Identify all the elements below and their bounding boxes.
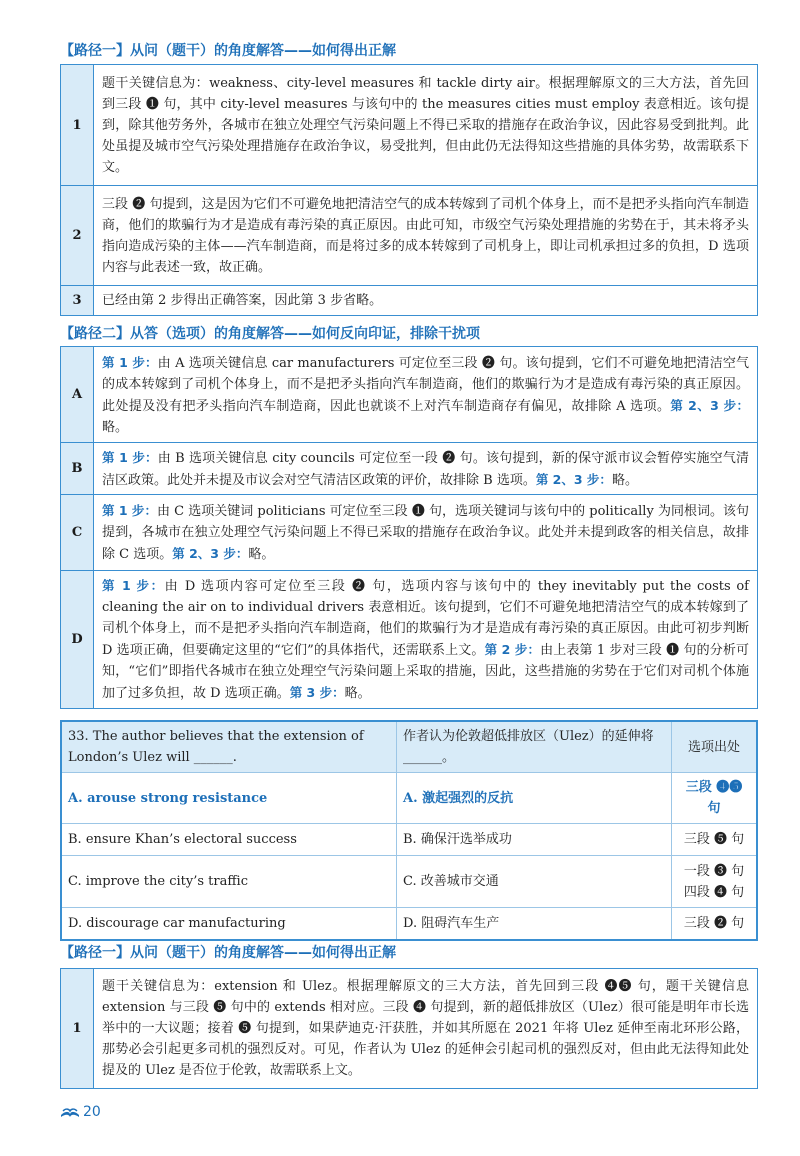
option-analysis: 第 1 步：由 B 选项关键信息 city councils 可定位至一段 ❷ 句。该句提到，新的保守派市议会暂停实施空气清洁区政策。此处并未提及市议会对空气清洁区政策的评价，故排除 B 选项。第 2、3 步：略。 (94, 443, 758, 495)
option-zh: A. 激起强烈的反抗 (397, 773, 672, 824)
section2-table (60, 346, 758, 709)
source-header: 选项出处 (672, 721, 758, 773)
page-number: 20 (83, 1104, 101, 1120)
table-row (61, 495, 758, 571)
option-analysis: 第 1 步：由 C 选项关键词 politicians 可定位至三段 ❶ 句，选项关键词与该句中的 politically 为同根词。该句提到，各城市在独立处理空气污染问题上不得已采取的措施存在政治争议。此处并未提到政客的相关信息，故排除 C 选项。第 2、3 步：略。 (94, 495, 758, 571)
option-row (61, 824, 757, 856)
question-header-row (61, 721, 757, 773)
section1-heading: 【路径一】从问（题干）的角度解答——如何得出正解 (60, 43, 396, 59)
option-zh: B. 确保汗选举成功 (397, 824, 672, 856)
option-zh: C. 改善城市交通 (397, 856, 672, 908)
option-source: 三段 ❹❺ 句 (672, 773, 758, 824)
question-stem-zh: 作者认为伦敦超低排放区（Ulez）的延伸将______。 (397, 721, 672, 773)
option-source: 三段 ❷ 句 (672, 908, 758, 940)
option-analysis: 第 1 步：由 D 选项内容可定位至三段 ❷ 句，选项内容与该句中的 they inevitably put the costs of cleaning the air on to individual drivers 表意相近。该句提到，它们不可避免地把清洁空气的成本转嫁到了司机个体身上，而不是把矛头指向汽车制造商，他们的欺骗行为才是造成有毒污染的真正原因。由此可初步判断 D 选项正确，但要确定这里的“它们”的具体指代，还需联系上文。第 2 步：由上表第 1 步对三段 ❶ 句的分析可知，“它们”即指代各城市在独立处理空气污染问题上采取的措施，因此，这些措施的劣势在于它们对司机个体施加了过多负担，故 D 选项正确。第 3 步：略。 (94, 571, 758, 709)
step-label: 1 (61, 65, 94, 186)
table-row (61, 65, 758, 186)
option-source: 三段 ❺ 句 (672, 824, 758, 856)
option-zh: D. 阻碍汽车生产 (397, 908, 672, 940)
book-icon (60, 1105, 80, 1119)
section2-heading: 【路径二】从答（选项）的角度解答——如何反向印证，排除干扰项 (60, 326, 480, 342)
option-en: D. discourage car manufacturing (61, 908, 397, 940)
question-stem-en: 33. The author believes that the extension of London’s Ulez will ______. (61, 721, 397, 773)
section3-table (60, 968, 758, 1089)
page-footer (60, 1104, 101, 1120)
option-row (61, 908, 757, 940)
option-label: B (61, 443, 94, 495)
option-label: C (61, 495, 94, 571)
option-en: C. improve the city’s traffic (61, 856, 397, 908)
step-text: 三段 ❷ 句提到，这是因为它们不可避免地把清洁空气的成本转嫁到了司机个体身上，而不是把矛头指向汽车制造商，他们的欺骗行为才是造成有毒污染的真正原因。由此可知，市级空气污染处理措施的劣势在于，其未将矛头指向造成污染的主体——汽车制造商，而是将过多的成本转嫁到了司机身上，即让司机承担过多的负担，D 选项内容与此表述一致，故正确。 (94, 186, 758, 286)
section3-heading: 【路径一】从问（题干）的角度解答——如何得出正解 (60, 945, 396, 961)
step-text: 题干关键信息为：extension 和 Ulez。根据理解原文的三大方法，首先回到三段 ❹❺ 句，题干关键信息 extension 与三段 ❺ 句中的 extends 相对应。三段 ❹ 句提到，新的超低排放区（Ulez）很可能是明年市长选举中的一大议题；接着 ❺ 句提到，如果萨迪克·汗获胜，并如其所愿在 2021 年将 Ulez 延伸至南北环形公路，那势必会引起更多司机的强烈反对。可见，作者认为 Ulez 的延伸会引起司机的强烈反对，但由此无法得知此处提及的 Ulez 是否位于伦敦，故需联系上文。 (94, 969, 758, 1089)
table-row (61, 571, 758, 709)
question33-table (60, 720, 758, 941)
option-label: A (61, 347, 94, 443)
option-row-correct (61, 773, 757, 824)
step-label: 2 (61, 186, 94, 286)
step-text: 已经由第 2 步得出正确答案，因此第 3 步省略。 (94, 286, 758, 316)
option-analysis: 第 1 步：由 A 选项关键信息 car manufacturers 可定位至三段 ❷ 句。该句提到，它们不可避免地把清洁空气的成本转嫁到了司机个体身上，而不是把矛头指向汽车制造商，他们的欺骗行为才是造成有毒污染的真正原因。此处提及没有把矛头指向汽车制造商，因此也就谈不上对汽车制造商存有偏见，故排除 A 选项。第 2、3 步：略。 (94, 347, 758, 443)
option-en: B. ensure Khan’s electoral success (61, 824, 397, 856)
table-row (61, 286, 758, 316)
option-en: A. arouse strong resistance (61, 773, 397, 824)
step-text: 题干关键信息为：weakness、city-level measures 和 tackle dirty air。根据理解原文的三大方法，首先回到三段 ❶ 句，其中 city-level measures 与该句中的 the measures cities must employ 表意相近。该句提到，除其他劳务外，各城市在独立处理空气污染问题上不得已采取的措施存在政治争议，因此容易受到批判。此处虽提及城市空气污染处理措施存在政治争议，易受批判，但由此仍无法得知这些措施的具体劣势，故需联系下文。 (94, 65, 758, 186)
table-row (61, 186, 758, 286)
step-label: 1 (61, 969, 94, 1089)
option-row (61, 856, 757, 908)
step-label: 3 (61, 286, 94, 316)
section1-table (60, 64, 758, 316)
table-row (61, 969, 758, 1089)
option-source: 一段 ❸ 句 四段 ❹ 句 (672, 856, 758, 908)
table-row (61, 347, 758, 443)
option-label: D (61, 571, 94, 709)
table-row (61, 443, 758, 495)
